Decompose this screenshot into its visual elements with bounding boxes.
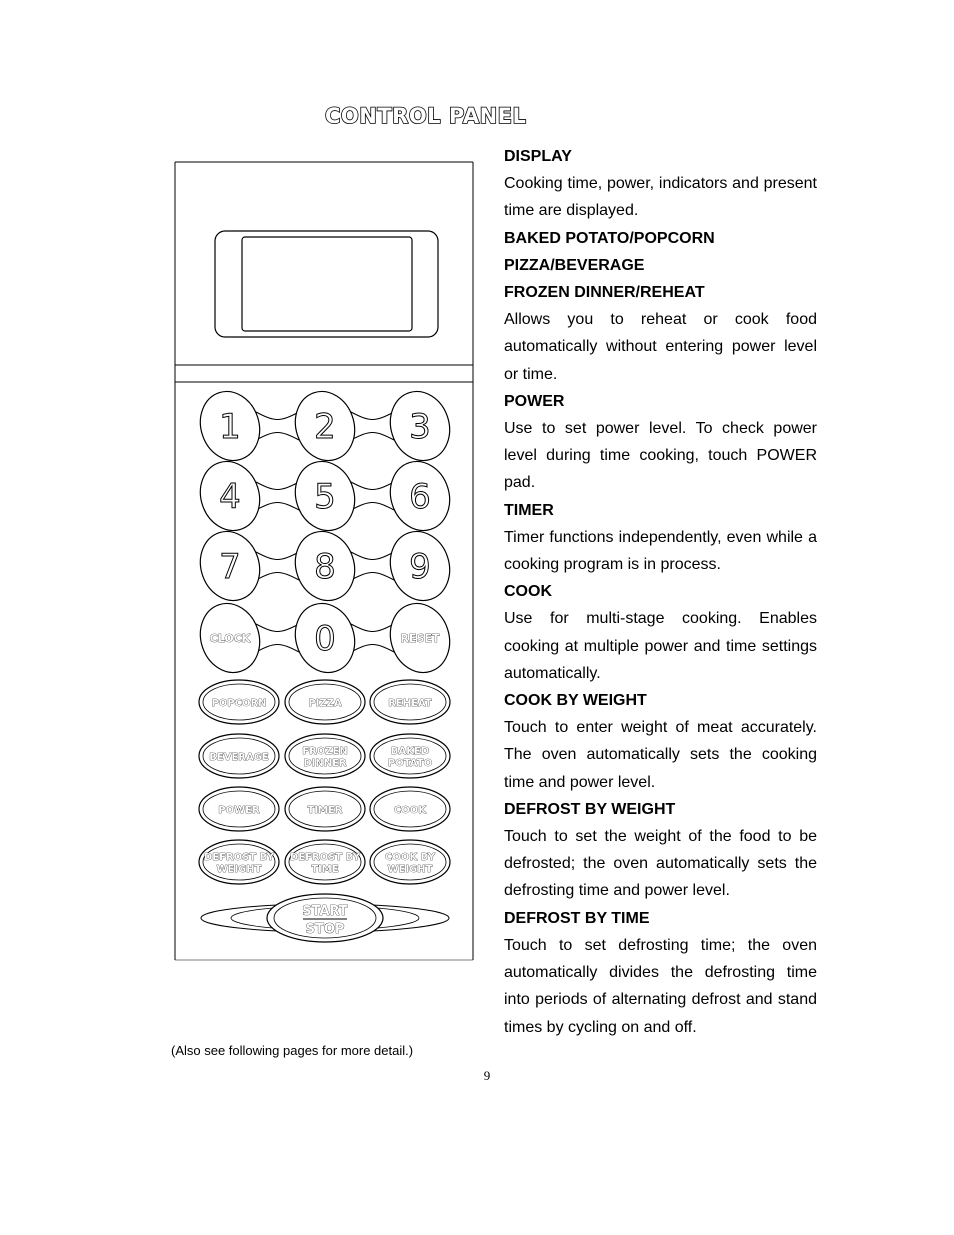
section-heading: DISPLAY: [504, 148, 572, 165]
section-heading: POWER: [504, 392, 565, 410]
popcorn-button[interactable]: [199, 680, 279, 724]
digit-5-button[interactable]: [287, 454, 364, 538]
pad-label: DINNER: [303, 758, 347, 769]
pad-label: DEFROST BY: [290, 852, 360, 863]
pad-label: PIZZA: [308, 698, 342, 709]
section-body: Use to set power level. To check power level during time cooking, touch POWER pad.: [504, 420, 817, 492]
pad-label: BEVERAGE: [209, 752, 269, 763]
page-number: 9: [483, 1068, 491, 1083]
baked-potato-button[interactable]: [370, 734, 450, 778]
pad-label: FROZEN: [302, 746, 348, 757]
cook-by-weight-button[interactable]: [370, 840, 450, 884]
section-body: Touch to set defrosting time; the oven automatically divides the defrosting time into periods of alternating defrost and stand times by cycling on and off.: [504, 936, 817, 1036]
section-body: Cooking time, power, indicators and present time are displayed.: [504, 175, 817, 220]
page-title: CONTROL PANEL: [325, 104, 527, 128]
pad-label: REHEAT: [388, 698, 432, 709]
digit-label: 0: [314, 619, 336, 659]
digit-3-button[interactable]: [382, 384, 459, 468]
digit-1-button[interactable]: [192, 384, 269, 468]
digit-label: 7: [219, 547, 241, 587]
pad-label: WEIGHT: [216, 864, 262, 875]
reset-button[interactable]: [382, 596, 459, 680]
section-body: Use for multi-stage cooking. Enables cooking at multiple power and time settings automatically.: [504, 610, 817, 682]
control-panel-illustration: [170, 160, 478, 964]
digit-9-button[interactable]: [382, 524, 459, 608]
pad-label: COOK: [393, 805, 427, 816]
display-window: [215, 231, 438, 337]
pad-label: CLOCK: [209, 632, 251, 645]
digit-label: 8: [314, 547, 336, 587]
section-body: Touch to set the weight of the food to be defrosted; the oven automatically sets the defrosting time and power level.: [504, 828, 817, 900]
section-heading: FROZEN DINNER/REHEAT: [504, 284, 705, 302]
reheat-button[interactable]: [370, 680, 450, 724]
control-panel-drawing: [170, 160, 478, 964]
power-button[interactable]: [199, 787, 279, 831]
digit-label: 6: [409, 477, 431, 517]
section-heading: DEFROST BY TIME: [504, 909, 650, 927]
description-column: [504, 143, 817, 1041]
beverage-button[interactable]: [199, 734, 279, 778]
digit-label: 1: [219, 407, 241, 447]
pad-label: TIME: [311, 864, 339, 875]
section-heading: BAKED POTATO/POPCORN: [504, 229, 715, 247]
section-body: Timer functions independently, even while a cooking program is in process.: [504, 528, 817, 574]
pad-label: POWER: [218, 805, 260, 816]
digit-label: 5: [314, 477, 336, 517]
pad-label: BAKED: [390, 746, 430, 757]
section-body: Allows you to reheat or cook food automatically without entering power level or time.: [504, 311, 817, 383]
digit-6-button[interactable]: [382, 454, 459, 538]
pad-label: TIMER: [307, 805, 343, 816]
section-heading: PIZZA/BEVERAGE: [504, 256, 645, 274]
digit-2-button[interactable]: [287, 384, 364, 468]
start-stop-button[interactable]: [201, 894, 449, 942]
cook-button[interactable]: [370, 787, 450, 831]
timer-button[interactable]: [285, 787, 365, 831]
digit-label: 4: [219, 477, 241, 517]
section-heading: DEFROST BY WEIGHT: [504, 800, 676, 818]
digit-label: 3: [409, 407, 431, 447]
clock-button[interactable]: [192, 596, 269, 680]
section-heading: COOK BY WEIGHT: [504, 692, 647, 710]
section-heading: COOK: [504, 583, 552, 601]
pizza-button[interactable]: [285, 680, 365, 724]
pad-label: RESET: [400, 632, 440, 645]
pad-label: COOK BY: [385, 852, 435, 863]
digit-label: 2: [314, 407, 336, 447]
pad-label: POPCORN: [211, 698, 267, 709]
frozen-dinner-button[interactable]: [285, 734, 365, 778]
digit-4-button[interactable]: [192, 454, 269, 538]
pad-label: WEIGHT: [387, 864, 433, 875]
defrost-by-weight-button[interactable]: [199, 840, 279, 884]
digit-0-button[interactable]: [287, 596, 364, 680]
section-heading: TIMER: [504, 501, 554, 519]
digit-8-button[interactable]: [287, 524, 364, 608]
start-label: START: [302, 904, 348, 919]
digit-label: 9: [409, 547, 431, 587]
footnote: (Also see following pages for more detail.): [171, 1043, 414, 1058]
digit-7-button[interactable]: [192, 524, 269, 608]
section-body: Touch to enter weight of meat accurately. The oven automatically sets the cooking time and power level.: [504, 719, 817, 791]
pad-label: POTATO: [387, 758, 433, 769]
pad-label: DEFROST BY: [204, 852, 274, 863]
stop-label: STOP: [305, 922, 345, 937]
defrost-by-time-button[interactable]: [285, 840, 365, 884]
